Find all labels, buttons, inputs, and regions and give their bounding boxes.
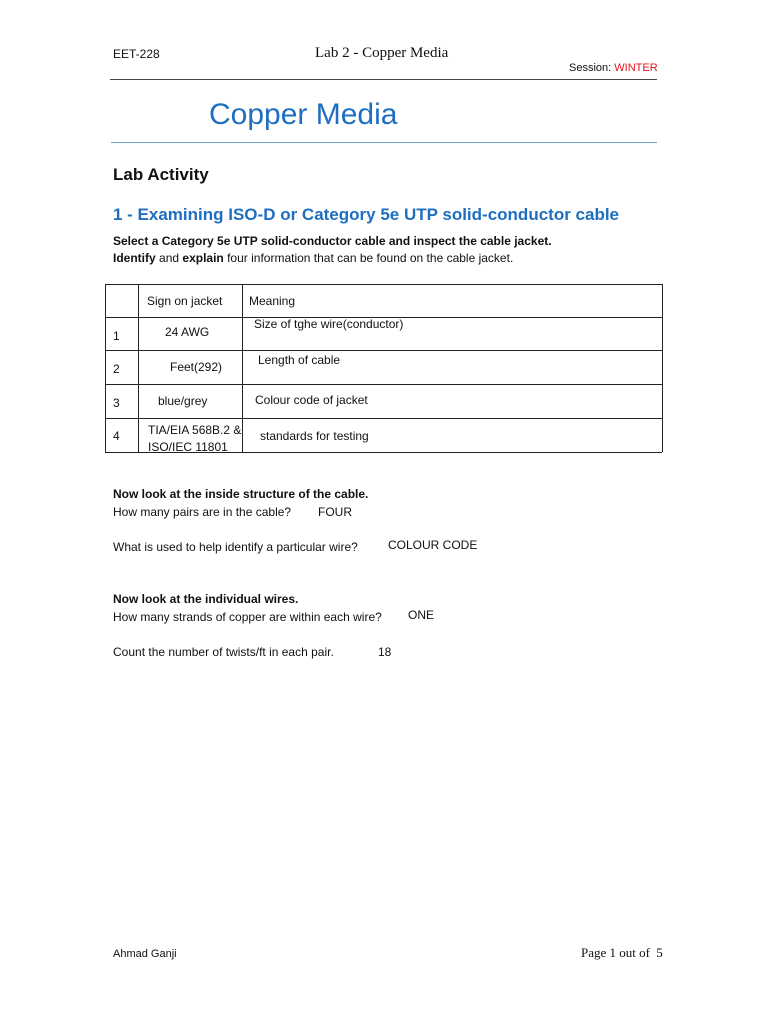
table-border	[105, 350, 662, 351]
session-label: Session:	[569, 62, 612, 74]
row-2-sign: Feet(292)	[170, 360, 223, 374]
document-title: Lab 2 - Copper Media	[315, 45, 449, 61]
table-border	[138, 284, 139, 452]
row-4-meaning: standards for testing	[260, 429, 369, 443]
and-word: and	[159, 251, 180, 265]
individual-wires-heading: Now look at the individual wires.	[113, 592, 299, 606]
table-border	[105, 284, 662, 285]
row-1-sign: 24 AWG	[165, 325, 210, 339]
page-title: Copper Media	[209, 98, 398, 131]
page-label: Page 1 out of	[581, 945, 650, 960]
row-4-sign-clip	[139, 437, 242, 452]
instruction-line-2	[113, 251, 513, 265]
page-number	[581, 945, 663, 961]
twists-answer: 18	[378, 645, 392, 659]
session-value: WINTER	[614, 62, 658, 74]
identify-word: Identify	[113, 251, 156, 265]
course-code: EET-228	[113, 47, 160, 61]
row-4-number: 4	[113, 429, 120, 443]
inside-structure-heading: Now look at the inside structure of the cable.	[113, 487, 369, 501]
explain-word: explain	[182, 251, 224, 265]
row-2-meaning: Length of cable	[258, 353, 341, 367]
twists-question: Count the number of twists/ft in each pair.	[113, 645, 334, 659]
table-border	[662, 284, 663, 452]
session-info	[569, 62, 658, 74]
table-border	[242, 284, 243, 452]
row-3-sign: blue/grey	[158, 394, 208, 408]
row-2-number: 2	[113, 362, 120, 376]
pairs-answer: FOUR	[318, 505, 352, 519]
row-4-sign-line1: TIA/EIA 568B.2 &	[148, 423, 242, 437]
row-3-number: 3	[113, 396, 120, 410]
section-heading: 1 - Examining ISO-D or Category 5e UTP solid-conductor cable	[113, 205, 620, 224]
table-border	[105, 452, 662, 453]
instruction-line-1: Select a Category 5e UTP solid-conductor cable and inspect the cable jacket.	[113, 234, 552, 248]
footer-author: Ahmad Ganji	[113, 948, 177, 960]
page-total: 5	[656, 945, 663, 960]
row-1-meaning: Size of tghe wire(conductor)	[254, 317, 404, 331]
row-1-number: 1	[113, 329, 120, 343]
header-sign: Sign on jacket	[147, 294, 223, 308]
identify-question: What is used to help identify a particular wire?	[113, 540, 358, 554]
strands-question: How many strands of copper are within each wire?	[113, 610, 382, 624]
table-border	[105, 384, 662, 385]
row-4-sign-line2: ISO/IEC 11801	[148, 440, 228, 452]
title-divider	[111, 142, 657, 143]
table-border	[105, 284, 106, 452]
header-divider	[110, 79, 657, 80]
lab-activity-heading: Lab Activity	[113, 165, 209, 184]
header-meaning: Meaning	[249, 294, 296, 308]
strands-answer: ONE	[408, 608, 435, 622]
table-border	[105, 418, 662, 419]
identify-answer: COLOUR CODE	[388, 538, 478, 552]
pairs-question: How many pairs are in the cable?	[113, 505, 292, 519]
row-3-meaning: Colour code of jacket	[255, 393, 368, 407]
instruction-rest: four information that can be found on the cable jacket.	[227, 251, 514, 265]
